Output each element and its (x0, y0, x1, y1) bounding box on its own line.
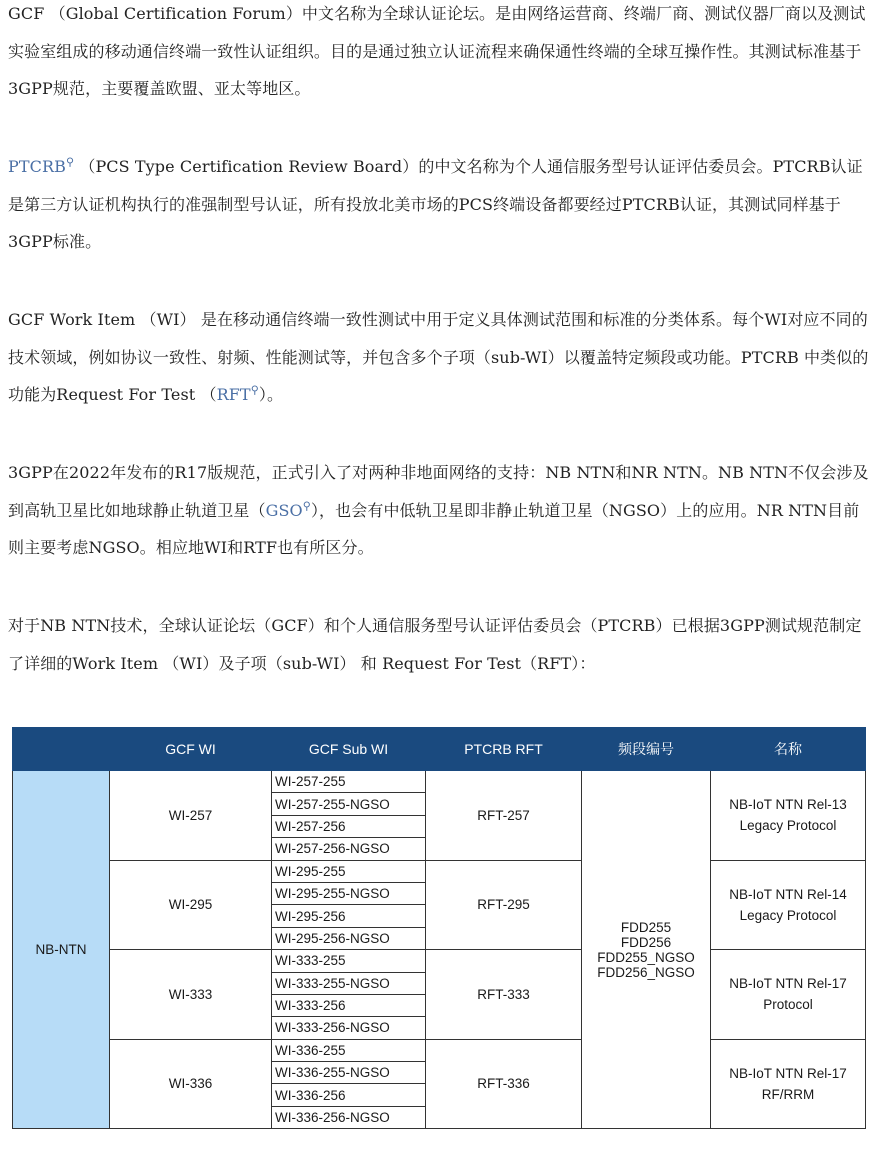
name-line: Protocol (763, 997, 813, 1013)
band-item: FDD256 (620, 934, 672, 950)
sub-wi-cell: WI-336-255 (272, 1039, 426, 1061)
table-row (13, 771, 866, 793)
sub-wi-cell: WI-333-256 (272, 994, 426, 1016)
paragraph-ptcrb-text: （PCS Type Certification Review Board）的中文名称为个人通信服务型号认证评估委员会。PTCRB认证是第三方认证机构执行的准强制型号认证，所有投放北美市场的PCS终端设备都要经过PTCRB认证，其测试同样基于3GPP标准。 (8, 157, 863, 251)
sub-wi-cell: WI-333-255-NGSO (272, 972, 426, 994)
sub-wi-cell: WI-333-256-NGSO (272, 1017, 426, 1039)
paragraph-r17-end: ），也会有中低轨卫星即非静止轨道卫星（NGSO）上的应用。NR NTN目前则主要考虑NGSO。相应地WI和RTF也有所区分。 (8, 500, 860, 557)
sub-wi-cell: WI-336-256 (272, 1084, 426, 1106)
sub-wi-cell: WI-333-255 (272, 950, 426, 972)
paragraph-r17 (8, 454, 872, 567)
sub-wi-cell: WI-295-256 (272, 905, 426, 927)
paragraph-nb-ntn (8, 607, 872, 682)
gcf-wi-cell: WI-257 (110, 771, 272, 861)
sub-wi-cell: WI-257-256 (272, 815, 426, 837)
rft-cell: RFT-333 (426, 950, 582, 1040)
sub-wi-cell: WI-257-256-NGSO (272, 838, 426, 860)
sub-wi-cell: WI-257-255-NGSO (272, 793, 426, 815)
name-line: NB-IoT NTN Rel-17 (729, 976, 847, 992)
rft-cell: RFT-257 (426, 771, 582, 861)
search-icon[interactable]: ⚲ (65, 155, 75, 169)
name-line: RF/RRM (761, 1086, 815, 1102)
sub-wi-cell: WI-295-255 (272, 860, 426, 882)
band-item: FDD256_NGSO (597, 964, 695, 980)
header-cell: GCF Sub WI (272, 728, 426, 771)
name-cell (711, 1039, 866, 1129)
name-line: NB-IoT NTN Rel-13 (729, 797, 847, 813)
name-line: Legacy Protocol (739, 907, 837, 923)
name-cell (711, 771, 866, 861)
sub-wi-cell: WI-336-256-NGSO (272, 1106, 426, 1128)
rft-link[interactable]: RFT (216, 385, 251, 404)
paragraph-gcf-text: GCF （Global Certification Forum）中文名称为全球认证论坛。是由网络运营商、终端厂商、测试仪器厂商以及测试实验室组成的移动通信终端一致性认证组织。目的是通过独立认证流程来确保通性终端的全球互操作性。其测试标准基于3GPP规范，主要覆盖欧盟、亚太等地区。 (8, 4, 866, 98)
header-cell: GCF WI (110, 728, 272, 771)
wi-table (12, 727, 866, 1129)
table-row (13, 950, 866, 972)
sub-wi-cell: WI-336-255-NGSO (272, 1062, 426, 1084)
search-icon[interactable]: ⚲ (302, 499, 311, 513)
search-icon[interactable]: ⚲ (250, 383, 259, 397)
band-item: FDD255 (620, 919, 672, 935)
name-cell (711, 950, 866, 1040)
header-cell: PTCRB RFT (426, 728, 582, 771)
band-item: FDD255_NGSO (597, 949, 695, 965)
paragraph-ptcrb (8, 148, 872, 261)
sub-wi-cell: WI-295-256-NGSO (272, 927, 426, 949)
name-line: NB-IoT NTN Rel-17 (729, 1065, 847, 1081)
name-line: Legacy Protocol (739, 818, 837, 834)
band-cell (582, 771, 711, 1129)
ptcrb-link[interactable]: PTCRB (8, 157, 66, 176)
table-row (13, 860, 866, 882)
header-cell: 名称 (711, 728, 866, 771)
paragraph-work-item-end: ）。 (258, 385, 284, 404)
technology-cell: NB-NTN (13, 771, 110, 1129)
gcf-wi-cell: WI-333 (110, 950, 272, 1040)
paragraph-work-item-text: GCF Work Item （WI） 是在移动通信终端一致性测试中用于定义具体测试范围和标准的分类体系。每个WI对应不同的技术领域，例如协议一致性、射频、性能测试等，并包含多个子项（sub-WI）以覆盖特定频段或功能。PTCRB 中类似的功能为Request For Test （ (8, 310, 869, 404)
header-cell (13, 728, 110, 771)
header-cell: 频段编号 (582, 728, 711, 771)
paragraph-r17-text: 3GPP在2022年发布的R17版规范，正式引入了对两种非地面网络的支持：NB NTN和NR NTN。NB NTN不仅会涉及到高轨卫星比如地球静止轨道卫星（ (8, 463, 869, 520)
wi-table-container (12, 727, 865, 1129)
table-header-row (13, 728, 866, 771)
name-cell (711, 860, 866, 950)
table-row (13, 1039, 866, 1061)
sub-wi-cell: WI-295-255-NGSO (272, 882, 426, 904)
sub-wi-cell: WI-257-255 (272, 771, 426, 793)
rft-cell: RFT-295 (426, 860, 582, 950)
paragraph-nb-ntn-text: 对于NB NTN技术，全球认证论坛（GCF）和个人通信服务型号认证评估委员会（PTCRB）已根据3GPP测试规范制定了详细的Work Item （WI）及子项（sub-WI） 和 Request For Test（RFT）： (8, 616, 862, 673)
gso-link[interactable]: GSO (265, 500, 303, 520)
paragraph-gcf (8, 0, 872, 108)
rft-cell: RFT-336 (426, 1039, 582, 1129)
paragraph-work-item (8, 301, 872, 414)
gcf-wi-cell: WI-295 (110, 860, 272, 950)
gcf-wi-cell: WI-336 (110, 1039, 272, 1129)
name-line: NB-IoT NTN Rel-14 (729, 886, 847, 902)
